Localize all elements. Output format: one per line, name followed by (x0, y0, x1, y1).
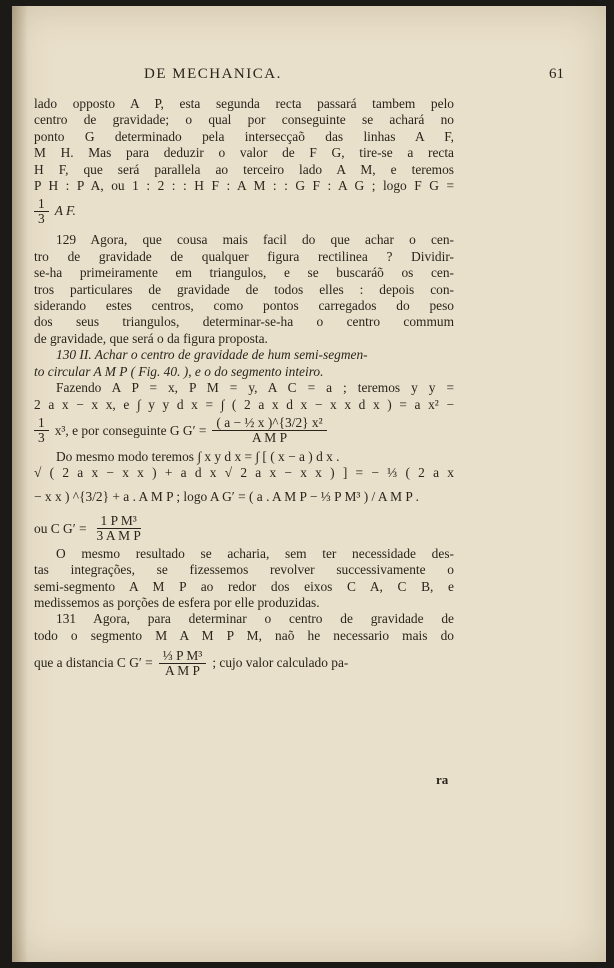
paragraph-line: O mesmo resultado se acharia, sem ter necessidade des- (56, 545, 454, 561)
equation-text: x³, e por conseguinte G G′ = (54, 422, 207, 438)
paragraph-129-line: dos seus triangulos, determinar-se-ha o centro commum (34, 314, 454, 330)
paragraph-131-line: todo o segmento M A M P M, naõ he necessario mais do (34, 627, 454, 643)
paragraph-line: semi-segmento A M P ao redor dos eixos C A, C B, e (34, 578, 454, 594)
page-header (134, 66, 564, 90)
page-number: 61 (549, 66, 564, 82)
fraction-numerator: ⅓ P M³ (159, 649, 207, 664)
section-130-title: to circular A M P ( Fig. 40. ), e o do segmento inteiro. (34, 363, 324, 379)
text-line: lado opposto A P, esta segunda recta passará tambem pelo (34, 96, 454, 111)
equation-text: ; cujo valor calculado pa- (212, 654, 349, 670)
fraction-tail: A F. (54, 203, 76, 219)
equation-line: 2 a x − x x, e ∫ y y d x = ∫ ( 2 a x d x − x x d x ) = a x² − (34, 396, 454, 412)
paragraph-131-line: 131 Agora, para determinar o centro de gravidade de (56, 611, 454, 627)
equation-line: − x x ) ^{3/2} + a . A M P ; logo A G′ = ( a . A M P − ⅓ P M³ ) / A M P . (34, 488, 420, 504)
text-line: centro de gravidade; o qual por conseguinte se achará no (34, 112, 454, 128)
fraction-numerator: 1 P M³ (97, 514, 141, 529)
text-line: H F, que será parallela ao terceiro lado A M, e teremos (34, 161, 454, 177)
fraction-line (34, 194, 454, 228)
fraction-denominator: 3 (38, 210, 45, 226)
fraction (212, 416, 326, 445)
paragraph-129-line: tros particulares de gravidade de todos elles : depois con- (34, 281, 454, 297)
text-line: P H : P A, ou 1 : 2 : : H F : A M : : G F : A G ; logo F G = (34, 178, 454, 194)
paragraph-129-line: se-ha primeiramente em triangulos, e se buscaráõ os cen- (34, 265, 454, 281)
equation-text: que a distancia C G′ = (34, 654, 153, 670)
fraction-denominator: 3 (38, 430, 45, 446)
paragraph-129-line: siderando estes centros, como pontos carregados do peso (34, 298, 454, 314)
fraction (159, 649, 207, 678)
section-130-title: 130 II. Achar o centro de gravidade de hum semi-segmen- (56, 347, 368, 363)
fraction (34, 416, 49, 445)
equation-line: √ ( 2 a x − x x ) + a d x √ 2 a x − x x ) ] = − ⅓ ( 2 a x (34, 465, 454, 481)
paragraph-line: medissemos as porções de esfera por elle produzidas. (34, 594, 320, 610)
fraction-denominator: 3 A M P (96, 528, 141, 544)
text-line: ponto G determinado pela intersecçaõ das linhas A F, (34, 128, 454, 144)
book-page (12, 6, 606, 962)
fraction-numerator: ( a − ½ x )^{3/2} x² (212, 416, 326, 431)
equation-text: ou C G′ = (34, 520, 87, 536)
cg-fraction-line (34, 512, 454, 546)
final-fraction-line (34, 644, 454, 682)
fraction-numerator: 1 (34, 197, 49, 212)
text-line: M H. Mas para deduzir o valor de F G, tire-se a recta (34, 145, 454, 161)
fraction-numerator: 1 (34, 416, 49, 431)
fraction (93, 514, 145, 543)
body-text (34, 96, 454, 682)
paragraph-129-line: 129 Agora, que cousa mais facil do que achar o cen- (56, 232, 454, 248)
fraction (34, 197, 49, 226)
equation-line: Fazendo A P = x, P M = y, A C = a ; teremos y y = (56, 380, 454, 396)
equation-line: Do mesmo modo teremos ∫ x y d x = ∫ [ ( x − a ) d x . (56, 448, 340, 464)
paragraph-129-line: de gravidade, que será o da figura proposta. (34, 330, 268, 346)
paragraph-line: tas integrações, se fizessemos revolver successivamente o (34, 562, 454, 578)
running-head: DE MECHANICA. (144, 66, 282, 82)
fraction-denominator: A M P (165, 662, 200, 678)
fraction-denominator: A M P (252, 430, 288, 446)
equation-fraction-line (34, 413, 454, 449)
catchword: ra (436, 772, 449, 787)
paragraph-129-line: tro de gravidade de qualquer figura rectilinea ? Dividir- (34, 248, 454, 264)
